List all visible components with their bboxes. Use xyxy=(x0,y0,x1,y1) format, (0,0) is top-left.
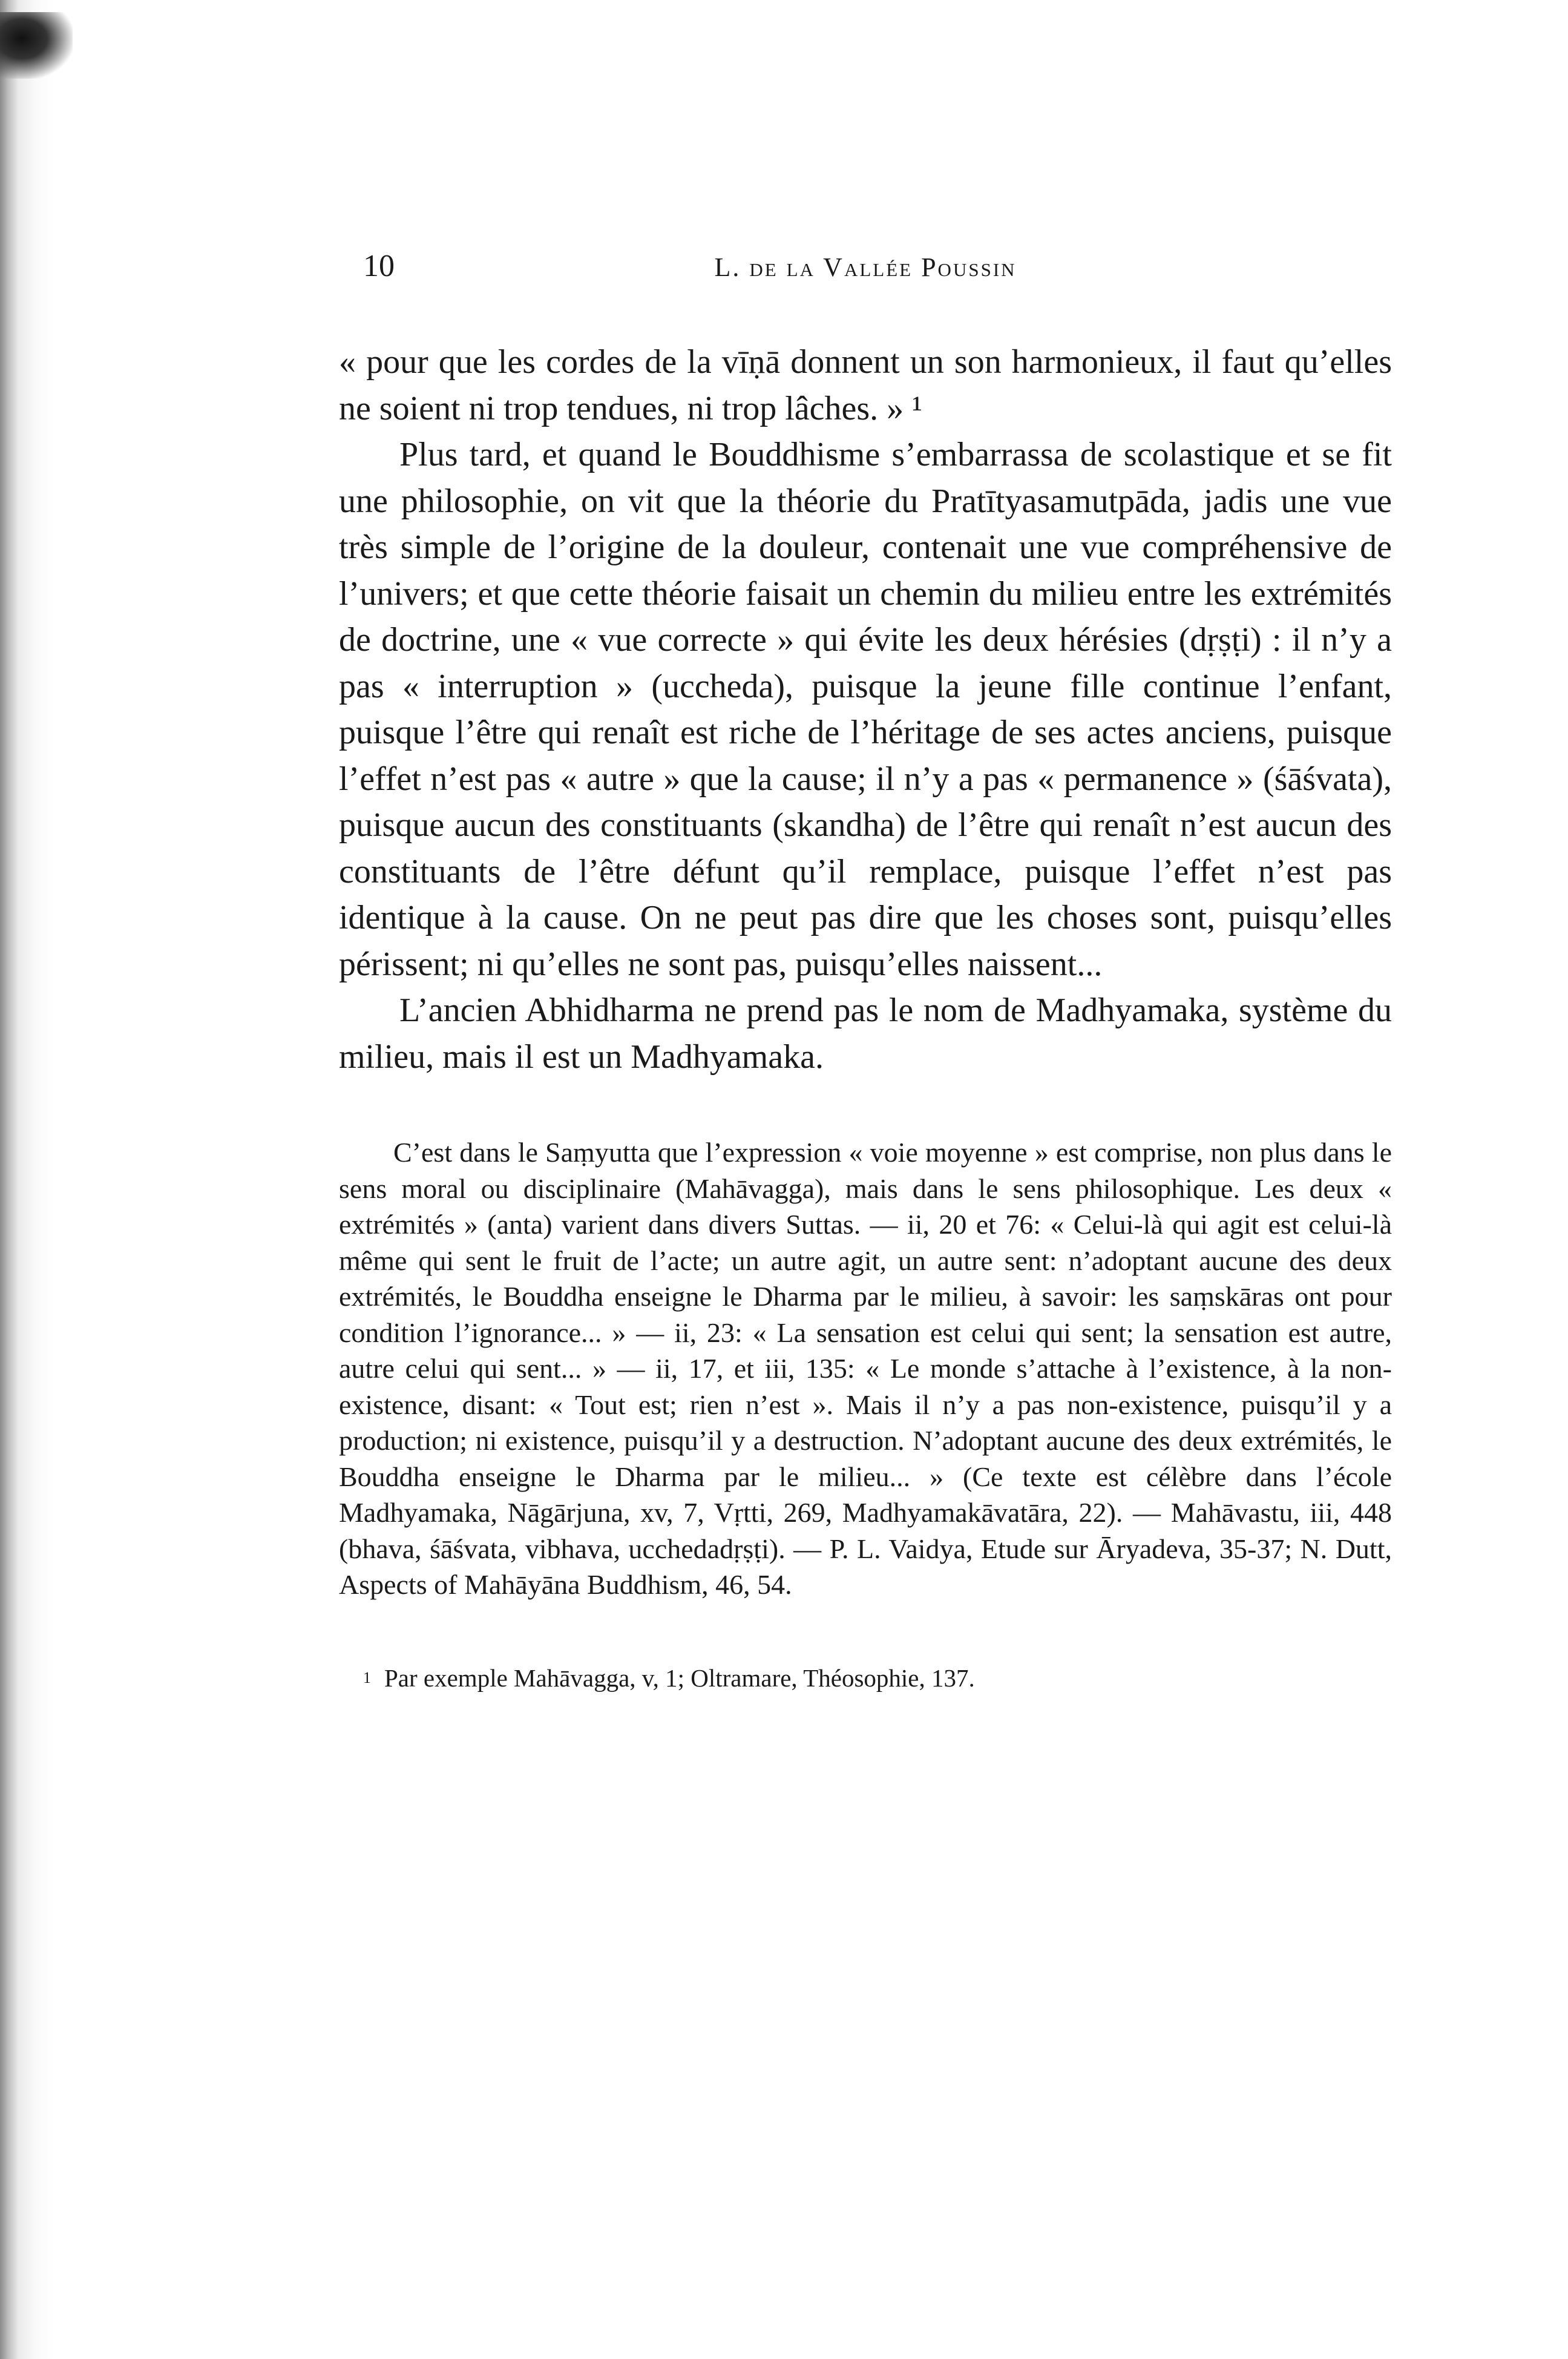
binding-blot xyxy=(0,12,73,79)
running-head xyxy=(339,248,1392,297)
paragraph-continued: « pour que les cordes de la vīṇā donnent un son harmonieux, il faut qu’elles ne soient ni trop tendues, ni trop lâches. » ¹ xyxy=(339,343,1392,427)
book-page xyxy=(339,248,1392,1695)
binding-shadow xyxy=(0,0,54,2359)
footnote-text: Par exemple Mahāvagga, v, 1; Oltramare, Théosophie, 137. xyxy=(384,1663,975,1692)
footnote-marker: 1 xyxy=(363,1668,371,1686)
footnote xyxy=(339,1661,1392,1695)
paragraph-pratityasamutpada: Plus tard, et quand le Bouddhisme s’embarrassa de scolastique et se fit une philosophie, on vit que la théorie du Pratītyasamutpāda, jadis une vue très simple de l’origine de la douleur, contenait une vue compréhensive de l’univers; et que cette théorie faisait un chemin du milieu entre les extrémités de doctrine, une « vue correcte » qui évite les deux hérésies (dṛṣṭi) : il n’y a pas « interruption » (uccheda), puisque la jeune fille continue l’enfant, puisque l’être qui renaît est riche de l’héritage de ses actes anciens, puisque l’effet n’est pas « autre » que la cause; il n’y a pas « permanence » (śāśvata), puisque aucun des constituants (skandha) de l’être qui renaît n’est aucun des constituants de l’être défunt qu’il remplace, puisque l’effet n’est pas identique à la cause. On ne peut pas dire que les choses sont, puisqu’elles périssent; ni qu’elles ne sont pas, puisqu’elles naissent... xyxy=(339,436,1392,983)
running-title: L. de la Vallée Poussin xyxy=(714,252,1017,282)
small-print-notes xyxy=(339,1134,1392,1603)
paragraph-abhidharma: L’ancien Abhidharma ne prend pas le nom de Madhyamaka, système du milieu, mais il est un Madhyamaka. xyxy=(339,992,1392,1076)
page-number: 10 xyxy=(363,249,395,283)
main-text xyxy=(339,339,1392,1080)
note-paragraph: C’est dans le Saṃyutta que l’expression « voie moyenne » est comprise, non plus dans le sens moral ou disciplinaire (Mahāvagga), mais dans le sens philosophique. Les deux « extrémités » (anta) varient dans divers Suttas. — ii, 20 et 76: « Celui-là qui agit est celui-là même qui sent le fruit de l’acte; un autre agit, un autre sent: n’adoptant aucune des deux extrémités, le Bouddha enseigne le Dharma par le milieu, à savoir: les saṃskāras ont pour condition l’ignorance... » — ii, 23: « La sensation est celui qui sent; la sensation est autre, autre celui qui sent... » — ii, 17, et iii, 135: « Le monde s’attache à l’existence, à la non-existence, disant: « Tout est; rien n’est ». Mais il n’y a pas non-existence, puisqu’il y a production; ni existence, puisqu’il y a destruction. N’adoptant aucune des deux extrémités, le Bouddha enseigne le Dharma par le milieu... » (Ce texte est célèbre dans l’école Madhyamaka, Nāgārjuna, xv, 7, Vṛtti, 269, Madhyamakāvatāra, 22). — Mahāvastu, iii, 448 (bhava, śāśvata, vibhava, ucchedadṛṣṭi). — P. L. Vaidya, Etude sur Āryadeva, 35-37; N. Dutt, Aspects of Mahāyāna Buddhism, 46, 54. xyxy=(339,1137,1392,1600)
